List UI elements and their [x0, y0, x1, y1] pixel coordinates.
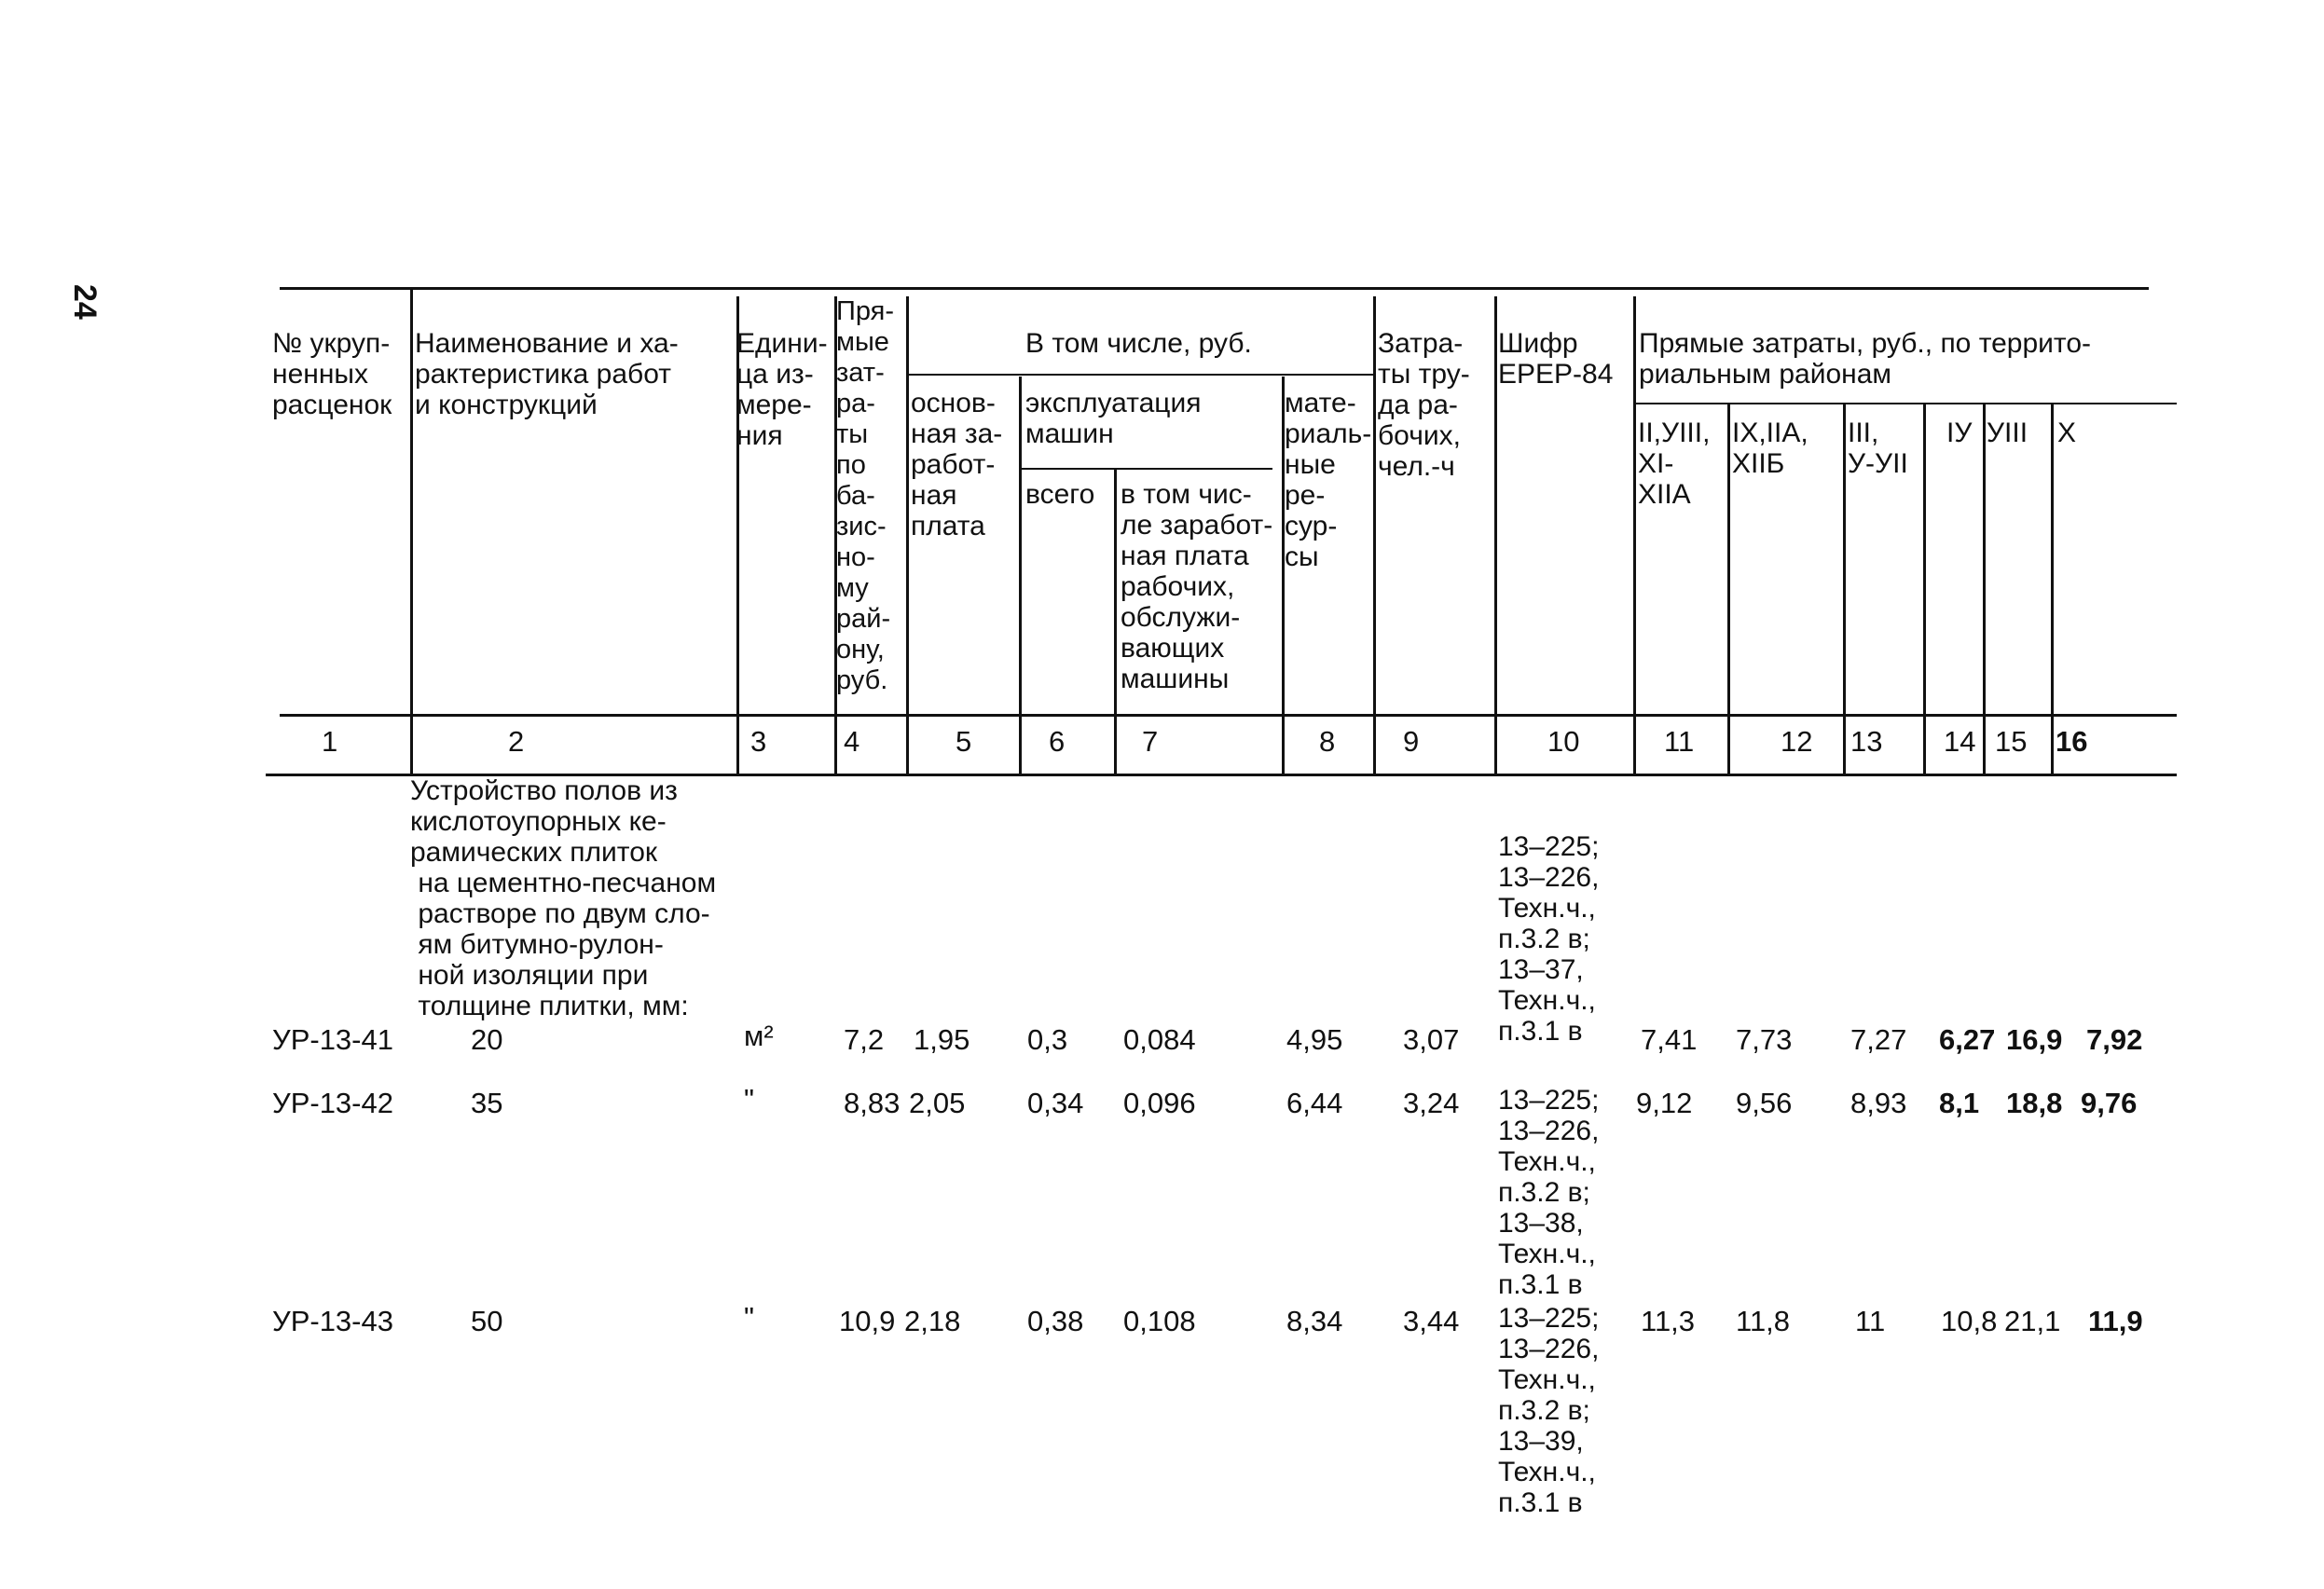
- row-code: УР-13-41: [272, 1023, 393, 1056]
- row-region-12: 11,8: [1736, 1305, 1791, 1337]
- row-machines-wage: 0,108: [1123, 1305, 1196, 1337]
- header-materials: мате- риаль- ные ре- сур- сы: [1285, 388, 1372, 572]
- vrule-1: [410, 289, 413, 775]
- rule-regions: [1636, 403, 2177, 404]
- rule-machines: [1021, 468, 1272, 470]
- section-title: Устройство полов из кислотоупорных ке- рамических плиток на цементно-песчаном растворе по двум сло- ям битумно-рулон- ной изоляции при толщине плитки, мм:: [410, 775, 717, 1021]
- row-cipher: 13–225; 13–226, Техн.ч., п.3.2 в; 13–37, Техн.ч., п.3.1 в: [1498, 831, 1600, 1047]
- header-region-15: УIII: [1987, 418, 2028, 448]
- row-machines-total: 0,34: [1027, 1087, 1084, 1119]
- colnum-12: 12: [1781, 725, 1813, 758]
- vrule-8: [1373, 296, 1376, 775]
- row-machines-total: 0,3: [1027, 1023, 1068, 1056]
- header-in-that: В том числе, руб.: [1025, 328, 1252, 359]
- header-region-16: X: [2057, 418, 2077, 448]
- row-region-16: 9,76: [2081, 1087, 2138, 1119]
- row-unit: ": [744, 1083, 755, 1116]
- vrule-12: [1843, 404, 1846, 775]
- header-region-12: IX,IIА, XIIБ: [1732, 418, 1808, 479]
- colnum-9: 9: [1403, 725, 1420, 758]
- row-region-13: 7,27: [1850, 1023, 1907, 1056]
- row-materials: 4,95: [1286, 1023, 1343, 1056]
- row-region-12: 7,73: [1736, 1023, 1793, 1056]
- colnum-11: 11: [1664, 725, 1695, 758]
- rule-top: [280, 287, 2149, 290]
- row-labor: 3,44: [1403, 1305, 1460, 1337]
- row-machines-total: 0,38: [1027, 1305, 1084, 1337]
- colnum-15: 15: [1995, 725, 2028, 758]
- header-unit: Едини- ца из- мере- ния: [736, 328, 828, 451]
- row-region-14: 8,1: [1939, 1087, 1980, 1119]
- header-region-11: II,УIII, XI- XIIА: [1638, 418, 1711, 510]
- header-machines: эксплуатация машин: [1025, 388, 1202, 449]
- row-thickness: 35: [471, 1087, 503, 1119]
- row-region-13: 11: [1855, 1305, 1886, 1337]
- row-region-15: 21,1: [2004, 1305, 2061, 1337]
- vrule-10: [1633, 296, 1636, 775]
- header-region-14: IУ: [1946, 418, 1973, 448]
- row-cipher: 13–225; 13–226, Техн.ч., п.3.2 в; 13–38, Техн.ч., п.3.1 в: [1498, 1085, 1600, 1300]
- row-region-15: 18,8: [2006, 1087, 2063, 1119]
- row-labor: 3,07: [1403, 1023, 1460, 1056]
- vrule-6: [1114, 470, 1117, 775]
- row-code: УР-13-42: [272, 1087, 393, 1119]
- colnum-1: 1: [322, 725, 338, 758]
- header-direct-costs: Пря- мые зат- ра- ты по ба- зис- но- му рай- ону, руб.: [836, 296, 895, 695]
- row-region-13: 8,93: [1850, 1087, 1907, 1119]
- row-base-wage: 2,18: [904, 1305, 961, 1337]
- colnum-14: 14: [1944, 725, 1976, 758]
- row-machines-wage: 0,084: [1123, 1023, 1196, 1056]
- header-base-wage: основ- ная за- работ- ная плата: [911, 388, 1003, 541]
- vrule-4: [906, 296, 909, 775]
- row-region-16: 11,9: [2088, 1305, 2143, 1337]
- row-unit: ": [744, 1301, 755, 1334]
- header-cipher: Шифр ЕРЕР-84: [1498, 328, 1614, 390]
- row-region-14: 10,8: [1941, 1305, 1998, 1337]
- colnum-5: 5: [956, 725, 972, 758]
- vrule-9: [1494, 296, 1497, 775]
- vrule-15: [2051, 404, 2054, 775]
- header-code: № укруп- ненных расценок: [272, 328, 392, 420]
- header-region-13: III, У-УII: [1848, 418, 1908, 479]
- row-materials: 6,44: [1286, 1087, 1343, 1119]
- row-labor: 3,24: [1403, 1087, 1460, 1119]
- row-thickness: 20: [471, 1023, 503, 1056]
- row-code: УР-13-43: [272, 1305, 393, 1337]
- header-machines-wage: в том чис- ле заработ- ная плата рабочих, обслужи- вающих машины: [1121, 479, 1273, 694]
- vrule-5: [1019, 377, 1022, 775]
- row-machines-wage: 0,096: [1123, 1087, 1196, 1119]
- row-region-15: 16,9: [2006, 1023, 2063, 1056]
- row-cipher: 13–225; 13–226, Техн.ч., п.3.2 в; 13–39, Техн.ч., п.3.1 в: [1498, 1303, 1600, 1518]
- row-region-11: 7,41: [1641, 1023, 1698, 1056]
- colnum-10: 10: [1547, 725, 1580, 758]
- row-region-14: 6,27: [1939, 1023, 1996, 1056]
- row-unit: м²: [744, 1020, 774, 1052]
- row-region-11: 11,3: [1641, 1305, 1696, 1337]
- row-direct-cost: 10,9: [839, 1305, 896, 1337]
- row-base-wage: 1,95: [914, 1023, 970, 1056]
- row-direct-cost: 8,83: [844, 1087, 901, 1119]
- colnum-4: 4: [844, 725, 860, 758]
- row-direct-cost: 7,2: [844, 1023, 885, 1056]
- row-base-wage: 2,05: [909, 1087, 966, 1119]
- rule-in-that: [909, 374, 1375, 376]
- header-labor: Затра- ты тру- да ра- бочих, чел.-ч: [1378, 328, 1470, 482]
- colnum-16: 16: [2056, 725, 2088, 758]
- colnum-2: 2: [508, 725, 525, 758]
- page-number: 24: [67, 284, 103, 320]
- rule-header-bottom: [280, 714, 2177, 717]
- vrule-14: [1983, 404, 1986, 775]
- header-machines-total: всего: [1025, 479, 1095, 510]
- colnum-7: 7: [1142, 725, 1159, 758]
- colnum-8: 8: [1319, 725, 1336, 758]
- header-regions: Прямые затраты, руб., по террито- риальным районам: [1639, 328, 2091, 390]
- row-region-11: 9,12: [1636, 1087, 1693, 1119]
- colnum-13: 13: [1850, 725, 1883, 758]
- row-thickness: 50: [471, 1305, 503, 1337]
- header-name: Наименование и ха- рактеристика работ и конструкций: [415, 328, 679, 420]
- vrule-11: [1727, 404, 1730, 775]
- row-materials: 8,34: [1286, 1305, 1343, 1337]
- colnum-6: 6: [1049, 725, 1066, 758]
- vrule-13: [1923, 404, 1926, 775]
- colnum-3: 3: [750, 725, 767, 758]
- row-region-12: 9,56: [1736, 1087, 1793, 1119]
- row-region-16: 7,92: [2086, 1023, 2143, 1056]
